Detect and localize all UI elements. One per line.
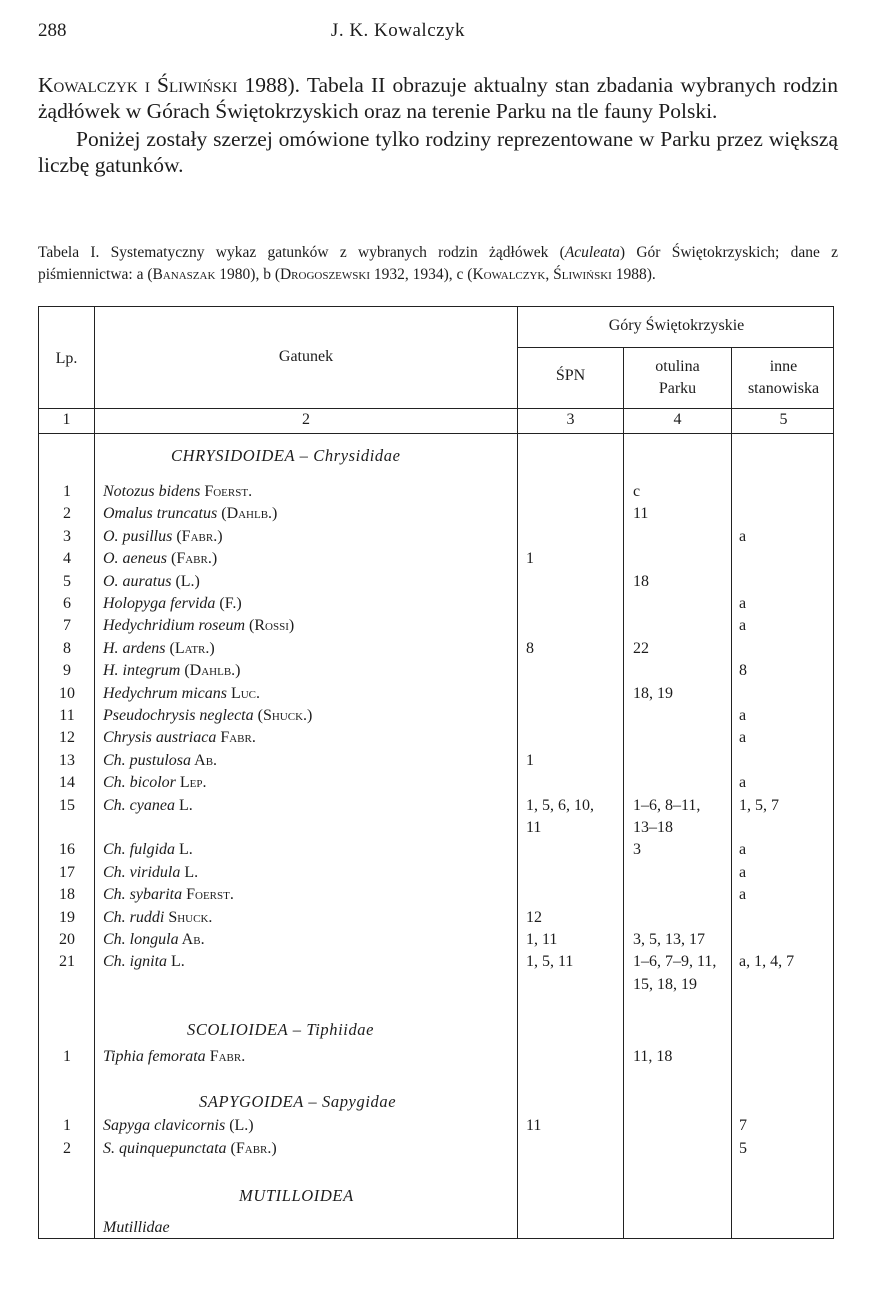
row-species [103, 640, 215, 658]
species-author: Foerst. [182, 886, 234, 904]
row-otulina: 11 [633, 505, 649, 523]
row-inne: a [739, 886, 747, 904]
species-name: Notozus bidens [103, 483, 201, 500]
row-species [103, 909, 212, 927]
table-rule [39, 433, 833, 434]
caption-part: 1980), b ( [215, 266, 280, 283]
header-spn: ŚPN [555, 367, 586, 384]
table-rule [517, 347, 833, 348]
row-inne: a, 1, 4, 7 [739, 953, 795, 971]
row-species [103, 1140, 277, 1158]
col-number: 5 [779, 411, 788, 428]
row-species [103, 617, 294, 635]
row-species [103, 1048, 245, 1066]
table-row [39, 1140, 833, 1162]
caption-part: Tabela I. Systematyczny wykaz gatunków z wybranych rodzin żądłówek ( [38, 244, 565, 261]
body-text [38, 72, 838, 178]
row-species [103, 662, 240, 680]
species-table [38, 306, 834, 1239]
row-inne: a [739, 774, 747, 792]
species-name: Ch. ruddi [103, 908, 165, 926]
row-species [103, 953, 185, 971]
table-row [39, 729, 833, 751]
species-name: Ch. pustulosa [103, 751, 192, 769]
caption-italic: Aculeata [564, 244, 620, 261]
row-species [103, 707, 312, 725]
row-spn: 1 [526, 550, 534, 568]
paragraph-1 [38, 72, 838, 124]
caption-author: Drogoszewski [279, 266, 371, 283]
row-otulina: 3 [633, 841, 641, 859]
caption-part: ) Gór Świętokrzyskich; dane z piśmiennictwa: a ( [38, 244, 838, 283]
row-species [103, 864, 198, 882]
species-name: H. integrum [103, 662, 181, 680]
species-name: Ch. sybarita [103, 886, 183, 904]
row-inne: a [739, 841, 747, 859]
row-species [103, 550, 217, 568]
species-name: Ch. ignita [103, 953, 168, 971]
row-spn: 1, 5, 6, 10, [526, 796, 594, 814]
page-number: 288 [38, 20, 67, 41]
section-chrysidoidea [171, 446, 401, 466]
row-species [103, 841, 193, 859]
running-head [38, 20, 838, 50]
row-lp: 1 [63, 1048, 71, 1065]
row-species [103, 573, 200, 591]
row-lp: 17 [59, 863, 75, 881]
header-stanowiska: stanowiska [747, 380, 820, 397]
row-species [103, 528, 223, 546]
row-species [103, 774, 207, 792]
header-otulina: otulina [655, 358, 700, 375]
species-author: Shuck. [164, 908, 213, 926]
table-row [39, 931, 833, 953]
row-lp: 5 [63, 572, 71, 590]
row-lp: 4 [63, 550, 71, 568]
species-name: Sapyga clavicornis [103, 1117, 226, 1134]
family-name: Sapygidae [322, 1092, 397, 1111]
section-scolioidea [187, 1020, 374, 1040]
row-otulina: 11, 18 [633, 1048, 673, 1065]
species-author: L. [180, 863, 199, 881]
row-spn: 11 [526, 819, 542, 836]
row-otulina: c [633, 483, 641, 500]
species-author: (L.) [225, 1117, 254, 1134]
row-lp: 9 [63, 662, 71, 680]
table-caption [38, 242, 838, 286]
family-name: Chrysididae [313, 446, 401, 465]
species-name: Ch. viridula [103, 863, 181, 881]
species-name: O. auratus [103, 572, 172, 590]
table-row [39, 662, 833, 684]
species-name: Omalus truncatus [103, 505, 218, 523]
table-row [39, 976, 833, 998]
section-dash: – [288, 1020, 307, 1039]
table-row [39, 953, 833, 975]
table-row [39, 505, 833, 527]
row-lp: 13 [59, 751, 75, 769]
row-spn: 12 [526, 908, 542, 926]
row-inne: a [739, 729, 747, 747]
row-species [103, 505, 277, 523]
row-inne: a [739, 863, 747, 881]
species-author: (Fabr.) [226, 1139, 277, 1157]
species-author: L. [175, 841, 193, 859]
table-row [39, 752, 833, 774]
row-otulina: 13–18 [633, 819, 673, 836]
row-otulina: 3, 5, 13, 17 [633, 931, 705, 948]
row-species [103, 886, 234, 904]
row-lp: 7 [63, 617, 71, 635]
species-name: Ch. cyanea [103, 796, 175, 814]
table-row [39, 617, 833, 639]
species-author: (Dahlb.) [217, 505, 278, 523]
row-otulina: 18, 19 [633, 684, 673, 702]
row-inne: 7 [739, 1117, 747, 1134]
species-author: Ab. [178, 931, 205, 948]
species-name: Hedychridium roseum [103, 617, 246, 635]
col-number: 3 [566, 411, 575, 428]
row-lp: 20 [59, 931, 75, 948]
table-row [39, 909, 833, 931]
superfamily-name: SCOLIOIDEA [187, 1020, 289, 1039]
species-author: (Fabr.) [172, 527, 223, 545]
family-name: Tiphiidae [306, 1020, 375, 1039]
row-inne: a [739, 617, 747, 635]
section-dash: – [294, 446, 314, 465]
species-author: (Latr.) [165, 639, 215, 657]
row-otulina: 1–6, 7–9, 11, [633, 953, 717, 971]
row-lp: 2 [63, 505, 71, 523]
row-lp: 14 [59, 774, 75, 792]
table-row [39, 864, 833, 886]
species-name: O. aeneus [103, 550, 167, 568]
row-inne: a [739, 595, 747, 612]
col-number: 2 [302, 411, 310, 428]
species-author: (Dahlb.) [180, 662, 241, 680]
caption-author: Banaszak [152, 266, 216, 283]
species-author: (L.) [171, 572, 200, 590]
row-species [103, 595, 242, 613]
species-name: Ch. longula [103, 931, 179, 948]
species-name: S. quinquepunctata [103, 1139, 227, 1157]
row-lp: 8 [63, 639, 71, 657]
row-species [103, 797, 193, 815]
table-row [39, 774, 833, 796]
row-lp: 15 [59, 796, 75, 814]
section-dash: – [303, 1092, 322, 1111]
row-lp: 12 [59, 729, 75, 747]
table-row [39, 797, 833, 819]
caption-part: 1988). [611, 266, 656, 283]
species-author: Ab. [191, 751, 218, 769]
species-author: L. [167, 953, 185, 971]
row-inne: 8 [739, 662, 747, 680]
row-lp: 16 [59, 841, 75, 859]
row-inne: a [739, 707, 747, 724]
species-name: Holopyga fervida [103, 595, 216, 612]
table-row [39, 1117, 833, 1139]
row-spn: 1, 11 [526, 931, 558, 948]
species-name: Ch. fulgida [103, 841, 176, 859]
citation-authors: Kowalczyk i Śliwiński [38, 73, 238, 97]
table-row [39, 528, 833, 550]
paragraph-1-text: 1988). Tabela II obrazuje aktualny stan zbadania wybranych rodzin żądłówek w Górach Świętokrzyskich oraz na terenie Parku na tle fauny Polski. [38, 73, 838, 123]
row-lp: 3 [63, 527, 71, 545]
table-row [39, 573, 833, 595]
species-name: Tiphia femorata [103, 1048, 206, 1065]
species-author: L. [174, 796, 193, 814]
row-lp: 2 [63, 1139, 71, 1157]
row-lp: 6 [63, 595, 71, 612]
species-name: Chrysis austriaca [103, 729, 217, 747]
row-spn: 1, 5, 11 [526, 953, 574, 971]
row-spn: 1 [526, 751, 534, 769]
species-author: (F.) [215, 595, 242, 612]
row-species [103, 483, 252, 501]
row-lp: 10 [59, 684, 75, 702]
caption-part: 1932, 1934), c ( [370, 266, 473, 283]
table-row [39, 640, 833, 662]
species-name: Pseudochrysis neglecta [103, 707, 254, 724]
row-lp: 18 [59, 886, 75, 904]
row-inne: 5 [739, 1139, 747, 1157]
table-row [39, 483, 833, 505]
species-name: Ch. bicolor [103, 774, 176, 792]
species-author: (Fabr.) [166, 550, 218, 568]
header-lp: Lp. [55, 350, 78, 367]
row-species [103, 685, 260, 703]
species-name: O. pusillus [103, 527, 173, 545]
table-row [39, 685, 833, 707]
species-author: Fabr. [205, 1048, 246, 1065]
row-species [103, 752, 217, 770]
table-row [39, 595, 833, 617]
superfamily-name: SAPYGOIDEA [199, 1092, 304, 1111]
row-otulina: 15, 18, 19 [633, 975, 697, 993]
header-otulina-parku: Parku [658, 380, 697, 397]
row-lp: 11 [59, 707, 75, 724]
species-name: Hedychrum micans [103, 684, 227, 702]
table-row [39, 707, 833, 729]
row-lp: 1 [63, 483, 71, 500]
section-sapygoidea [199, 1092, 396, 1112]
col-number: 1 [62, 411, 71, 428]
row-spn: 11 [526, 1117, 542, 1134]
species-author: Fabr. [216, 729, 256, 747]
header-gatunek: Gatunek [278, 348, 334, 365]
table-row [39, 841, 833, 863]
row-lp: 1 [63, 1117, 71, 1134]
running-author: J. K. Kowalczyk [330, 20, 466, 41]
row-species [103, 931, 205, 949]
row-inne: 1, 5, 7 [739, 796, 779, 814]
header-gory: Góry Świętokrzyskie [608, 317, 745, 334]
table-row [39, 1048, 833, 1070]
caption-author: Kowalczyk, Śliwiński [472, 266, 612, 283]
species-author: (Rossi) [245, 617, 295, 635]
col-number: 4 [673, 411, 682, 428]
row-species [103, 729, 256, 747]
row-spn: 8 [526, 639, 534, 657]
row-otulina: 22 [633, 639, 649, 657]
row-lp: 19 [59, 908, 75, 926]
table-row [39, 886, 833, 908]
row-lp: 21 [59, 953, 75, 971]
section-mutilloidea: MUTILLOIDEA [239, 1186, 354, 1205]
table-row [39, 819, 833, 841]
species-author: (Shuck.) [253, 707, 313, 724]
row-otulina: 1–6, 8–11, [633, 796, 701, 814]
table-rule [39, 408, 833, 409]
paragraph-2: Poniżej zostały szerzej omówione tylko rodziny reprezentowane w Parku przez większą liczbę gatunków. [38, 127, 838, 177]
species-author: Luc. [226, 684, 261, 702]
family-mutillidae: Mutillidae [103, 1219, 170, 1236]
header-inne: inne [769, 358, 798, 375]
species-author: Lep. [175, 774, 207, 792]
superfamily-name: CHRYSIDOIDEA [171, 446, 295, 465]
row-inne: a [739, 527, 747, 545]
species-author: Foerst. [200, 483, 253, 500]
species-name: H. ardens [103, 639, 166, 657]
row-species [103, 1117, 254, 1135]
table-row [39, 550, 833, 572]
row-otulina: 18 [633, 572, 649, 590]
